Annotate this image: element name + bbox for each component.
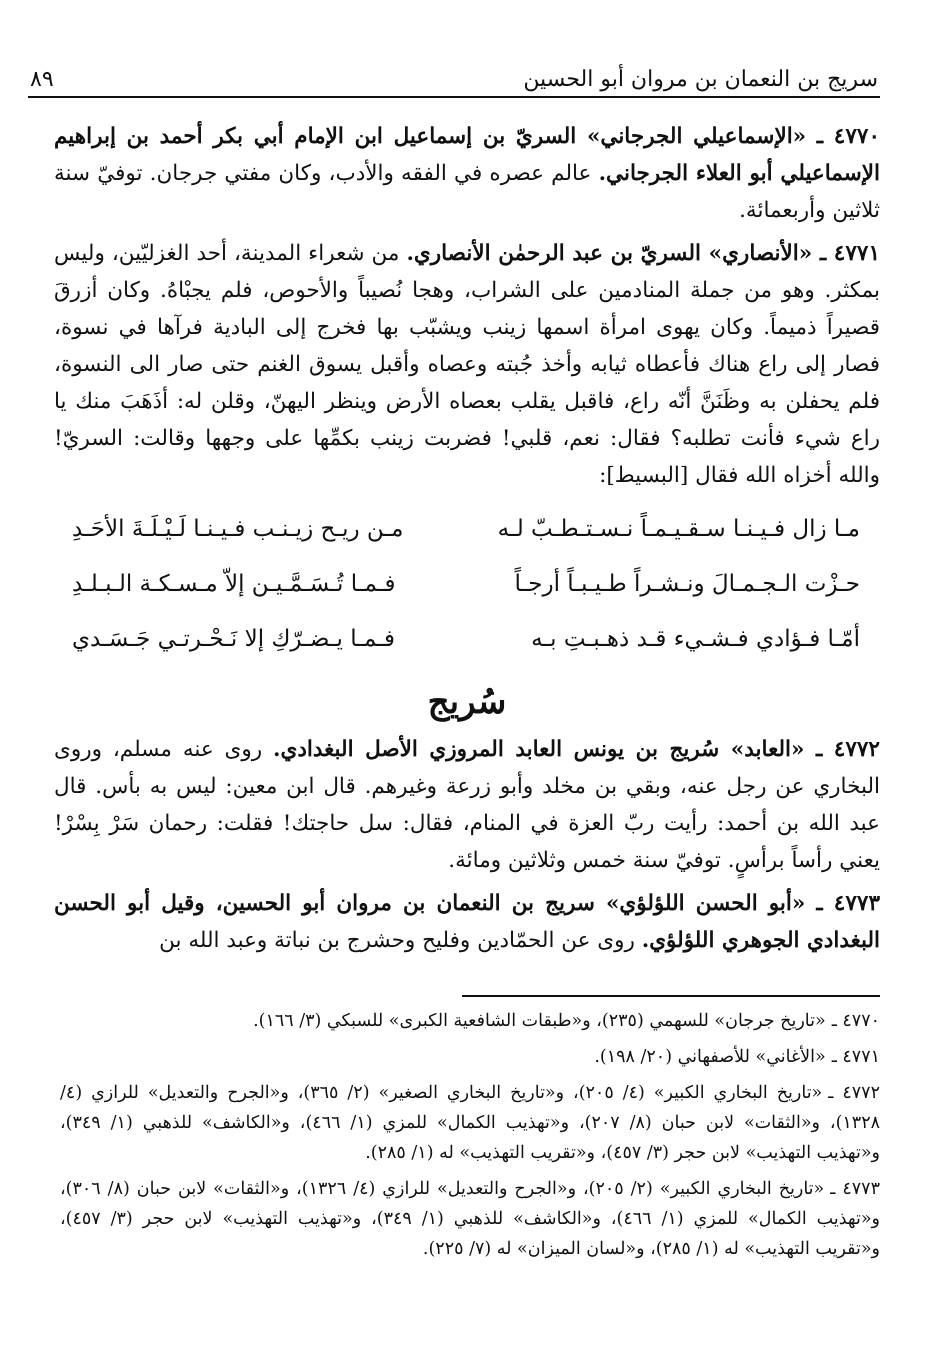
header-rule <box>28 96 880 98</box>
verse-second-hemistich: فـمـا يـضـرّكِ إلا نَـحْـرتـي جَـسَـدي <box>72 626 396 652</box>
footnote <box>60 1042 880 1072</box>
entry-4773 <box>54 885 880 959</box>
verse-line <box>72 557 860 612</box>
running-header <box>30 52 878 92</box>
verse-line <box>72 502 860 557</box>
entry-4772-head: ٤٧٧٢ ـ «العابد» سُريج بن يونس العابد المروزي الأصل البغدادي. <box>273 737 880 762</box>
footnote-number: ٤٧٧١ ـ <box>831 1047 880 1067</box>
entry-4770 <box>54 118 880 229</box>
poem <box>72 502 860 667</box>
verse-first-hemistich: مـا زال فـيـنـا سـقـيـمـاً نـسـتـطـبّ لـه <box>497 516 860 542</box>
entry-4770-head: ٤٧٧٠ ـ «الإسماعيلي الجرجاني» السريّ بن إسماعيل ابن الإمام أبي بكر أحمد بن إبراهيم الإسماعيلي أبو العلاء الجرجاني. <box>54 124 880 186</box>
verse-second-hemistich: فـمـا تُـسَـمَّـيـن إلاّ مـسـكـة الـبـلـدِ <box>72 571 396 597</box>
entry-4772 <box>54 731 880 879</box>
footnote-text: «تاريخ جرجان» للسهمي (٢٣٥)، و«طبقات الشافعية الكبرى» للسبكي (٣/ ١٦٦). <box>253 1011 826 1031</box>
header-title: سريج بن النعمان بن مروان أبو الحسين <box>523 67 878 92</box>
entry-4772-text: روى عنه مسلم، وروى البخاري عن رجل عنه، وبقي بن مخلد وأبو زرعة وغيرهم. قال ابن معين: ليس به بأس. قال عبد الله بن أحمد: رأيت ربّ العزة في المنام، فقال: سل حاجتك! فقلت: رحمان سَرْ بِسْرْ! يعني رأساً برأسٍ. توفيّ سنة خمس وثلاثين ومائة. <box>54 737 880 873</box>
main-text <box>54 118 880 965</box>
footnote-rule <box>462 995 880 997</box>
footnote-number: ٤٧٧٢ ـ <box>828 1083 880 1103</box>
footnotes <box>60 1006 880 1270</box>
footnote-number: ٤٧٧٠ ـ <box>831 1011 880 1031</box>
entry-4771-text: من شعراء المدينة، أحد الغزليّين، وليس بمكثر. وهو من جملة المنادمين على الشراب، وهجا نُصيباً والأحوص، فلم يجبْاهُ. وكان أزرقَ قصيراً ذميماً. وكان يهوى امرأة اسمها زينب ويشبّب بها فخرج إلى البادية فرآها في نسوة، فصار إلى راع هناك فأعطاه ثيابه وأخذ جُبته وعصاه وأقبل يسوق الغنم حتى صار الى النسوة، فلم يحفلن به وظَنَنَّ أنّه راع، فاقبل يقلب بعصاه الأرض وينظر اليهنّ، وقلن له: أذَهَبَ منك يا راع شيء فأنت تطلبه؟ فقال: نعم، قلبي! فضربت زينب بكمِّها على وجهها وقالت: السريّ! والله أخزاه الله فقال [البسيط]: <box>54 241 880 488</box>
verse-line <box>72 612 860 667</box>
footnote-number: ٤٧٧٣ ـ <box>830 1179 880 1199</box>
verse-first-hemistich: حـزْت الـجـمـالَ ونـشـراً طـيـبـاً أرجـاً <box>514 571 860 597</box>
entry-4773-head: ٤٧٧٣ ـ «أبو الحسن اللؤلؤي» سريج بن النعمان بن مروان أبو الحسين، وقيل أبو الحسن البغدادي الجوهري اللؤلؤي. <box>54 891 880 953</box>
footnote <box>60 1006 880 1036</box>
verse-second-hemistich: مـن ريـح زيـنـب فـيـنـا لَـيْـلَـةَ الأحَـدِ <box>72 516 404 542</box>
entry-4770-text: عالم عصره في الفقه والأدب، وكان مفتي جرجان. توفيّ سنة ثلاثين وأربعمائة. <box>54 161 880 223</box>
footnote-text: «الأغاني» للأصفهاني (٢٠/ ١٩٨). <box>594 1047 826 1067</box>
section-title: سُريج <box>427 682 507 722</box>
entry-4771 <box>54 235 880 494</box>
footnote-text: «تاريخ البخاري الكبير» (٢/ ٢٠٥)، و«الجرح والتعديل» للرازي (٤/ ١٣٢٦)، و«الثقات» لابن حبان (٨/ ٣٠٦)، و«تهذيب الكمال» للمزي (١/ ٤٦٦)، و«الكاشف» للذهبي (١/ ٣٤٩)، و«تهذيب التهذيب» لابن حجر (٣/ ٤٥٧)، و«تقريب التهذيب» له (١/ ٢٨٥)، و«لسان الميزان» له (٧/ ٢٢٥). <box>60 1179 881 1259</box>
entry-4773-text: روى عن الحمّادين وفليح وحشرج بن نباتة وعبد الله بن <box>159 928 635 953</box>
verse-first-hemistich: أمّـا فـؤادي فـشـيء قـد ذهـبـتِ بـه <box>531 626 860 652</box>
footnote <box>60 1078 880 1168</box>
footnote-text: «تاريخ البخاري الكبير» (٤/ ٢٠٥)، و«تاريخ البخاري الصغير» (٢/ ٣٦٥)، و«الجرح والتعديل» للرازي (٤/ ١٣٢٨)، و«الثقات» لابن حبان (٨/ ٢٠٧)، و«تهذيب الكمال» للمزي (١/ ٤٦٦)، و«الكاشف» للذهبي (١/ ٣٤٩)، و«تهذيب التهذيب» لابن حجر (٣/ ٤٥٧)، و«تقريب التهذيب» له (١/ ٢٨٥). <box>60 1083 881 1163</box>
page-number: ٨٩ <box>30 67 54 92</box>
footnote <box>60 1174 880 1264</box>
entry-4771-head: ٤٧٧١ ـ «الأنصاري» السريّ بن عبد الرحمٰن الأنصاري. <box>406 241 880 266</box>
